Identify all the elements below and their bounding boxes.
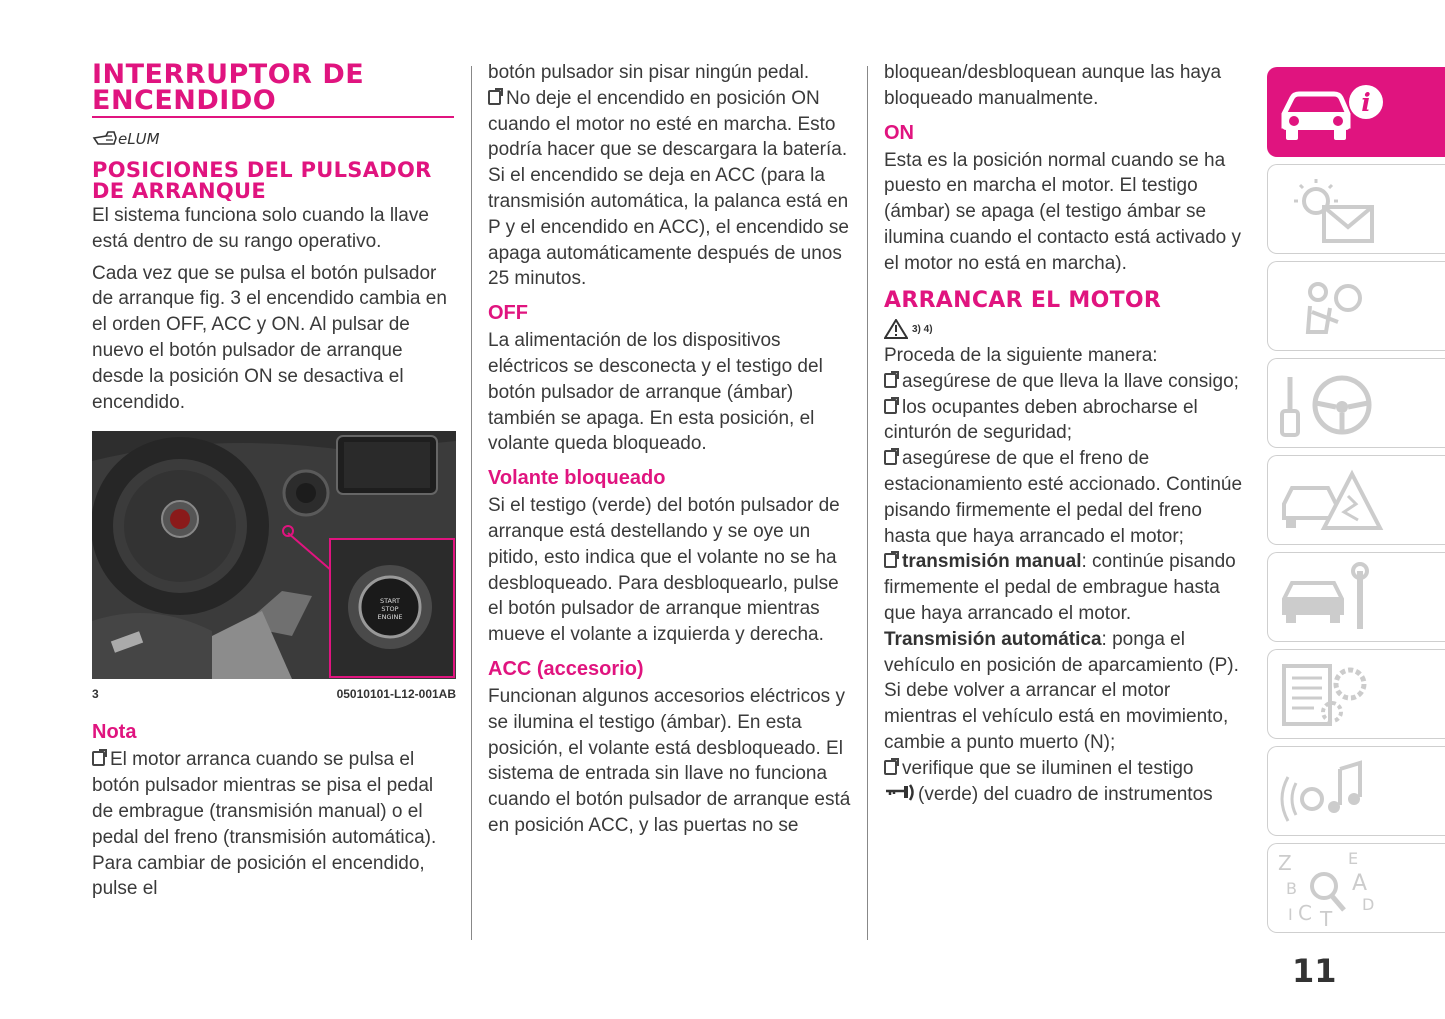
tab-multimedia[interactable] <box>1267 746 1445 836</box>
car-hazard-icon <box>1268 456 1445 546</box>
paragraph: Si el testigo (verde) del botón pulsador de arranque está destellando y se oye un pitido, esto indica que el volante no se ha desbloqueado. Para desbloquearlo, pulse el botón pulsador de arranque mientras mueve el volante a izquierda y derecha. <box>488 495 840 646</box>
bullet-paragraph: No deje el encendido en posición ON cuando el motor no esté en marcha. Esto podría hacer que se descargara la batería. Si el encendido se deja en ACC (para la transmisión automática, la palanca está en P y el encendido en ACC), el encendido se apaga automáticamente después de unos 25 minutos. <box>488 87 849 290</box>
page-number: 11 <box>1292 952 1337 990</box>
svg-text:I: I <box>1288 905 1293 924</box>
paragraph: Funcionan algunos accesorios eléctricos y se ilumina el testigo (ámbar). En esta posición, el volante está desbloqueado. El sistema de entrada sin llave no funciona cuando el botón pulsador de arranque está en posición ACC, y las puertas no se <box>488 685 851 836</box>
paragraph: Cada vez que se pulsa el botón pulsador de arranque fig. 3 el encendido cambia en el orden OFF, ACC y ON. Al pulsar de nuevo el botón pulsador de arranque desde la posición ON se desactiva el encendido. <box>92 262 447 413</box>
locked-heading: Volante bloqueado <box>488 467 666 490</box>
acc-heading: ACC (accesorio) <box>488 657 644 680</box>
lamp-envelope-icon <box>1268 165 1445 255</box>
column-divider <box>867 66 868 940</box>
tab-safety[interactable] <box>1267 261 1445 351</box>
subsection-title: POSICIONES DEL PULSADOR DE ARRANQUE <box>92 158 432 203</box>
column-1 <box>92 60 456 908</box>
warning-triangle-icon <box>884 319 908 339</box>
paragraph: El sistema funciona solo cuando la llave está dentro de su rango operativo. <box>92 205 429 252</box>
bullet-icon <box>488 90 501 105</box>
title-rule <box>92 116 454 118</box>
airbag-seat-icon <box>1268 262 1445 352</box>
start-engine-title: ARRANCAR EL MOTOR <box>884 287 1162 313</box>
tab-starting-driving[interactable] <box>1267 358 1445 448</box>
section-title: INTERRUPTOR DE ENCENDIDO <box>92 59 365 116</box>
figure-number: 3 <box>92 687 99 702</box>
list-gears-icon <box>1268 650 1445 740</box>
paragraph: La alimentación de los dispositivos eléctricos se desconecta y el testigo del botón pulsador de arranque (ámbar) también se apaga. En esta posición, el volante queda bloqueado. <box>488 330 823 455</box>
bullet-item: los ocupantes deben abrocharse el cinturón de seguridad; <box>884 396 1198 444</box>
bullet-icon <box>92 751 105 766</box>
bullet-item: verifique que se iluminen el testigo (verde) del cuadro de instrumentos <box>884 756 1248 808</box>
svg-text:B: B <box>1286 879 1297 898</box>
svg-text:ENGINE: ENGINE <box>377 613 403 622</box>
signal-music-icon <box>1268 747 1445 837</box>
car-info-icon <box>1268 68 1445 158</box>
svg-text:E: E <box>1348 849 1359 868</box>
bullet-item: asegúrese de que lleva la llave consigo; <box>884 369 1248 395</box>
start-stop-label: START <box>379 597 401 606</box>
column-divider <box>471 66 472 940</box>
warning-refs: 3) 4) <box>884 319 1248 339</box>
svg-text:i: i <box>1361 88 1371 117</box>
alphabet-search-icon <box>1268 844 1445 934</box>
figure-caption <box>92 687 456 701</box>
svg-text:A: A <box>1352 871 1368 896</box>
tab-index[interactable] <box>1267 843 1445 933</box>
paragraph: bloquean/desbloquean aunque las haya bloqueado manualmente. <box>884 62 1222 109</box>
bullet-item: asegúrese de que el freno de estacionamiento esté accionado. Continúe pisando firmemente el pedal del freno hasta que haya arrancado el motor; <box>884 448 1243 547</box>
column-3 <box>884 60 1248 807</box>
svg-text:T: T <box>1320 907 1333 931</box>
bullet-icon <box>884 553 897 568</box>
svg-text:STOP: STOP <box>381 605 399 614</box>
paragraph: Esta es la posición normal cuando se ha puesto en marcha el motor. El testigo (ámbar) se apaga (el testigo ámbar se ilumina cuando el contacto está activado y el motor no está en marcha). <box>884 149 1241 274</box>
tab-technical-data[interactable] <box>1267 649 1445 739</box>
car-wrench-icon <box>1268 553 1445 643</box>
bullet-icon <box>884 450 897 465</box>
column-2 <box>488 60 852 845</box>
elum-hand-icon <box>92 124 162 150</box>
tab-maintenance[interactable] <box>1267 552 1445 642</box>
bullet-icon <box>884 399 897 414</box>
bullet-icon <box>884 760 897 775</box>
tab-car-info[interactable] <box>1267 67 1445 157</box>
note-text: El motor arranca cuando se pulsa el botón pulsador mientras se pisa el pedal de embrague (transmisión manual) o el pedal del freno (transmisión automática). Para cambiar de posición el encendido, pulse el <box>92 749 437 900</box>
tab-warning-lights[interactable] <box>1267 164 1445 254</box>
note-heading: Nota <box>92 721 137 744</box>
svg-text:D: D <box>1362 895 1375 914</box>
bullet-item: transmisión manual: continúe pisando firmemente el pedal de embrague hasta que haya arrancado el motor. Transmisión automática: ponga el vehículo en posición de aparcamiento (P). Si debe volver a arrancar el motor mientras el vehículo está en movimiento, cambie a punto muerto (N); <box>884 551 1239 754</box>
bullet-icon <box>884 373 897 388</box>
svg-text:Z: Z <box>1278 851 1292 875</box>
paragraph: botón pulsador sin pisar ningún pedal. <box>488 62 810 83</box>
tab-emergency[interactable] <box>1267 455 1445 545</box>
paragraph: Proceda de la siguiente manera: <box>884 345 1158 367</box>
key-steering-wheel-icon <box>1268 359 1445 449</box>
immobilizer-key-icon <box>884 783 918 803</box>
figure-start-button <box>92 431 456 679</box>
figure-code: 05010101-L12-001AB <box>336 687 456 702</box>
svg-text:C: C <box>1298 901 1312 925</box>
off-heading: OFF <box>488 302 528 325</box>
dashboard-photo <box>92 431 456 679</box>
svg-text:eLUM: eLUM <box>118 130 160 148</box>
on-heading: ON <box>884 121 914 144</box>
